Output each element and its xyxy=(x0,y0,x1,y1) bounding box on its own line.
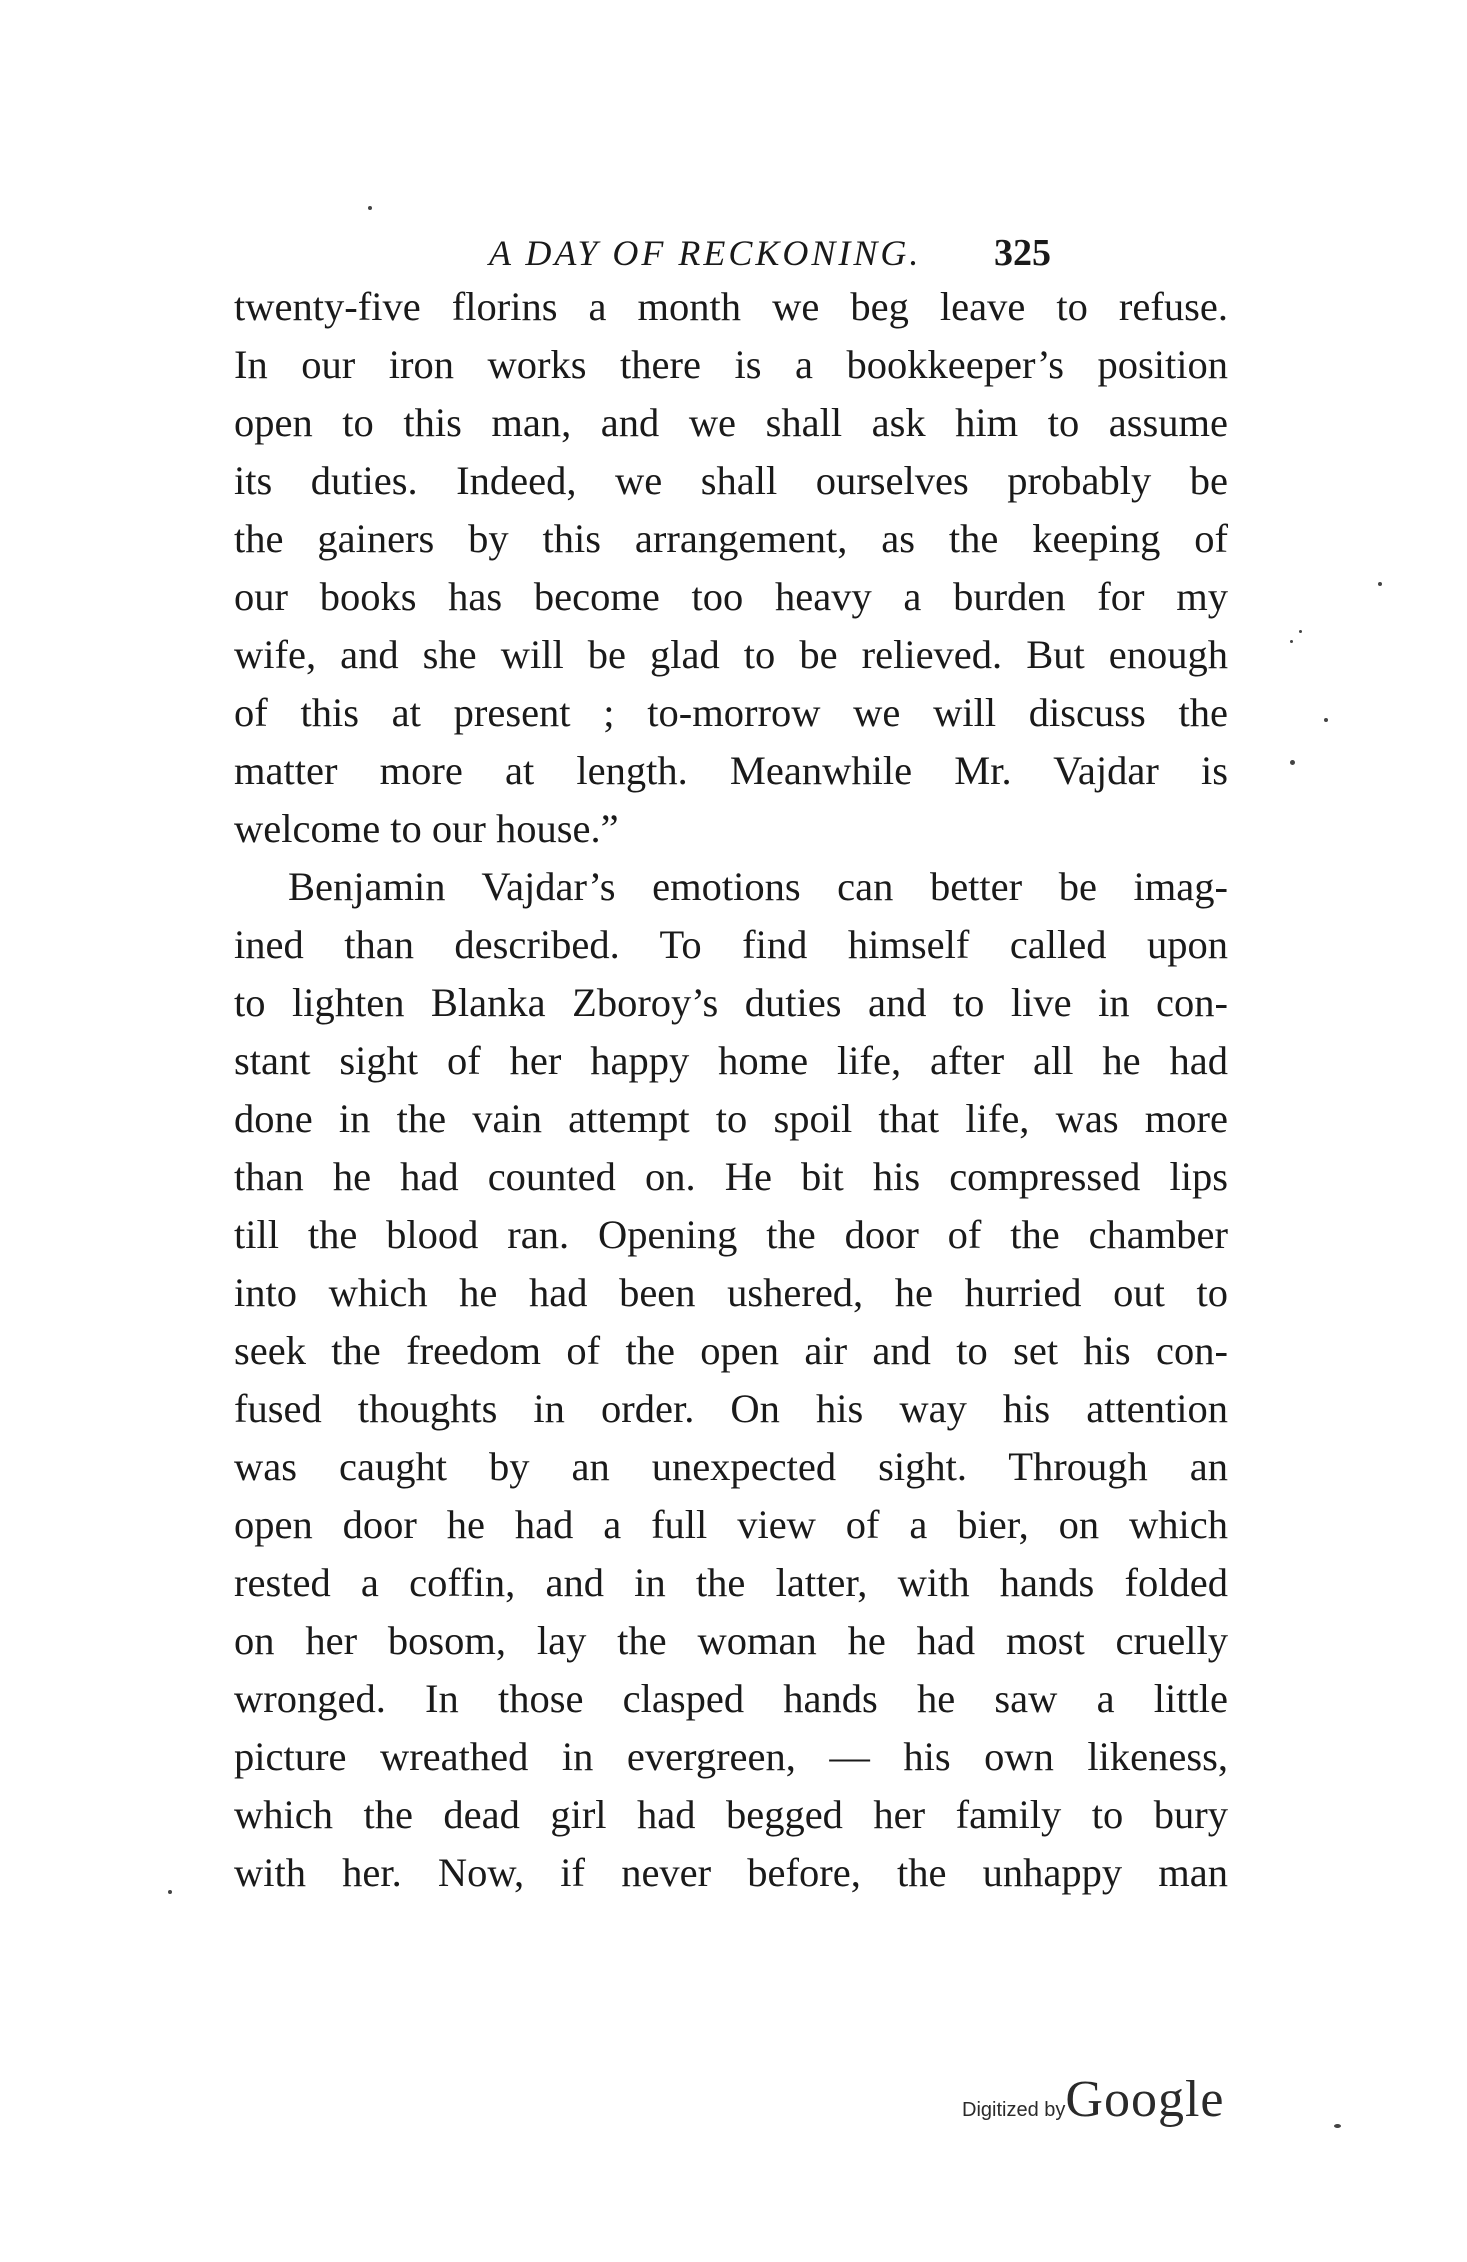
scan-speck xyxy=(1290,640,1293,643)
text-line: its duties. Indeed, we shall ourselves probably be xyxy=(234,458,1228,503)
text-line: welcome to our house.” xyxy=(234,806,619,851)
text-line: fused thoughts in order. On his way his attention xyxy=(234,1386,1228,1431)
text-line: than he had counted on. He bit his compressed lips xyxy=(234,1154,1228,1199)
scan-speck xyxy=(168,1890,172,1894)
text-line: twenty-five florins a month we beg leave to refuse. xyxy=(234,284,1228,329)
text-line: matter more at length. Meanwhile Mr. Vajdar is xyxy=(234,748,1228,793)
text-line: picture wreathed in evergreen, — his own likeness, xyxy=(234,1734,1228,1779)
text-line: Benjamin Vajdar’s emotions can better be imag- xyxy=(288,864,1228,909)
running-head xyxy=(234,228,1234,278)
text-line: done in the vain attempt to spoil that life, was more xyxy=(234,1096,1228,1141)
text-line: open to this man, and we shall ask him to assume xyxy=(234,400,1228,445)
scan-speck xyxy=(1290,760,1295,765)
running-title: A DAY OF RECKONING. xyxy=(489,233,922,273)
scan-speck xyxy=(368,206,372,210)
text-line: In our iron works there is a bookkeeper’s position xyxy=(234,342,1228,387)
text-line: on her bosom, lay the woman he had most cruelly xyxy=(234,1618,1228,1663)
text-line: our books has become too heavy a burden for my xyxy=(234,574,1228,619)
text-line: the gainers by this arrangement, as the keeping of xyxy=(234,516,1228,561)
text-line: was caught by an unexpected sight. Through an xyxy=(234,1444,1228,1489)
watermark-prefix: Digitized by xyxy=(962,2099,1066,2121)
body-text xyxy=(234,278,1228,1902)
text-line: of this at present ; to-morrow we will discuss the xyxy=(234,690,1228,735)
scan-speck xyxy=(1299,630,1302,633)
text-line: which the dead girl had begged her family to bury xyxy=(234,1792,1228,1837)
scan-speck xyxy=(1324,718,1328,722)
text-line: stant sight of her happy home life, after all he had xyxy=(234,1038,1228,1083)
text-line: wife, and she will be glad to be relieved. But enough xyxy=(234,632,1228,677)
watermark-brand: Google xyxy=(1065,2071,1225,2128)
text-line: wronged. In those clasped hands he saw a little xyxy=(234,1676,1228,1721)
digitization-watermark xyxy=(962,2070,1224,2129)
text-line: rested a coffin, and in the latter, with hands folded xyxy=(234,1560,1228,1605)
text-line: ined than described. To find himself called upon xyxy=(234,922,1228,967)
text-line: open door he had a full view of a bier, on which xyxy=(234,1502,1228,1547)
text-line: seek the freedom of the open air and to set his con- xyxy=(234,1328,1228,1373)
scan-speck xyxy=(1378,582,1382,586)
text-line: to lighten Blanka Zboroy’s duties and to live in con- xyxy=(234,980,1228,1025)
page-number: 325 xyxy=(994,232,1051,274)
text-line: with her. Now, if never before, the unhappy man xyxy=(234,1850,1228,1895)
scan-speck xyxy=(1334,2124,1341,2128)
text-line: till the blood ran. Opening the door of the chamber xyxy=(234,1212,1228,1257)
text-line: into which he had been ushered, he hurried out to xyxy=(234,1270,1228,1315)
